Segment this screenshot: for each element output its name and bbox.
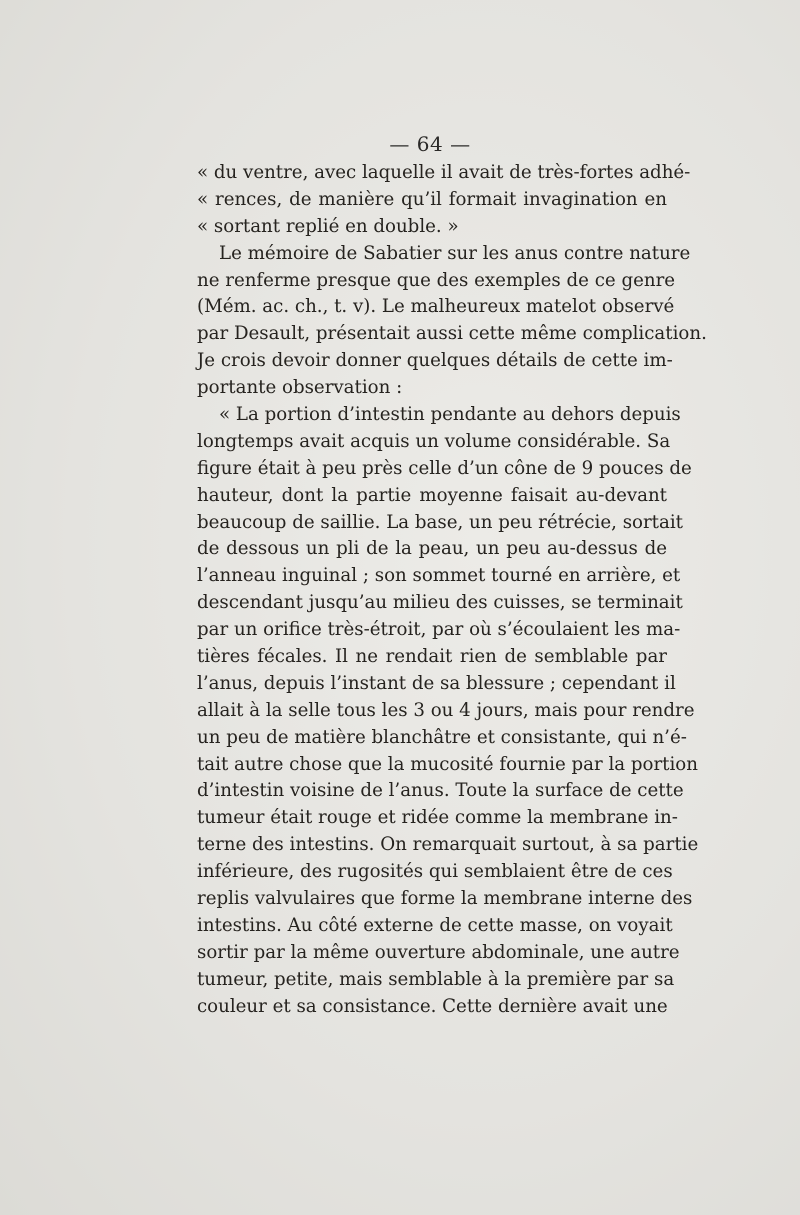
text-line: figure était à peu près celle d’un cône de 9 pouces de — [197, 457, 692, 479]
text-line: terne des intestins. On remarquait surtout, à sa partie — [197, 834, 699, 856]
text-line: descendant jusqu’au milieu des cuisses, se terminait — [197, 592, 683, 614]
text-line: par un orifice très-étroit, par où s’écoulaient les ma- — [197, 619, 681, 641]
text-line: « rences, de manière qu’il formait invagination en — [197, 188, 667, 210]
text-line: sortir par la même ouverture abdominale, une autre — [197, 941, 680, 963]
text-line: « sortant replié en double. » — [197, 215, 459, 237]
text-line: intestins. Au côté externe de cette masse, on voyait — [197, 914, 673, 936]
text-line: replis valvulaires que forme la membrane interne des — [197, 888, 693, 910]
text-line: d’intestin voisine de l’anus. Toute la surface de cette — [197, 780, 684, 802]
text-line: un peu de matière blanchâtre et consistante, qui n’é- — [197, 726, 687, 748]
page-number: — 64 — — [389, 132, 471, 156]
text-line: beaucoup de saillie. La base, un peu rétrécie, sortait — [197, 511, 683, 533]
text-line: inférieure, des rugosités qui semblaient être de ces — [197, 861, 673, 883]
text-line: allait à la selle tous les 3 ou 4 jours, mais pour rendre — [197, 699, 695, 721]
text-line: par Desault, présentait aussi cette même complication. — [197, 323, 707, 345]
text-line: « La portion d’intestin pendante au dehors depuis — [219, 404, 681, 426]
text-line: longtemps avait acquis un volume considérable. Sa — [197, 430, 671, 452]
text-line: Le mémoire de Sabatier sur les anus contre nature — [219, 242, 691, 264]
text-line: couleur et sa consistance. Cette dernière avait une — [197, 995, 668, 1017]
text-line: tumeur était rouge et ridée comme la membrane in- — [197, 807, 678, 829]
text-line: tait autre chose que la mucosité fournie par la portion — [197, 753, 698, 775]
text-line: (Mém. ac. ch., t. v). Le malheureux matelot observé — [197, 296, 675, 318]
text-line: ne renferme presque que des exemples de ce genre — [197, 269, 676, 291]
body-text — [197, 160, 707, 1021]
text-line: « du ventre, avec laquelle il avait de très-fortes adhé- — [197, 162, 691, 183]
text-line: tumeur, petite, mais semblable à la première par sa — [197, 968, 675, 990]
text-line: Je crois devoir donner quelques détails de cette im- — [197, 350, 673, 372]
text-line: l’anus, depuis l’instant de sa blessure ; cependant il — [197, 672, 676, 694]
text-line: portante observation : — [197, 377, 403, 399]
text-line: hauteur, dont la partie moyenne faisait au-devant — [197, 484, 667, 506]
text-line: tières fécales. Il ne rendait rien de semblable par — [197, 646, 667, 668]
text-line: de dessous un pli de la peau, un peu au-dessus de — [197, 538, 667, 560]
text-line: l’anneau inguinal ; son sommet tourné en arrière, et — [197, 565, 681, 587]
